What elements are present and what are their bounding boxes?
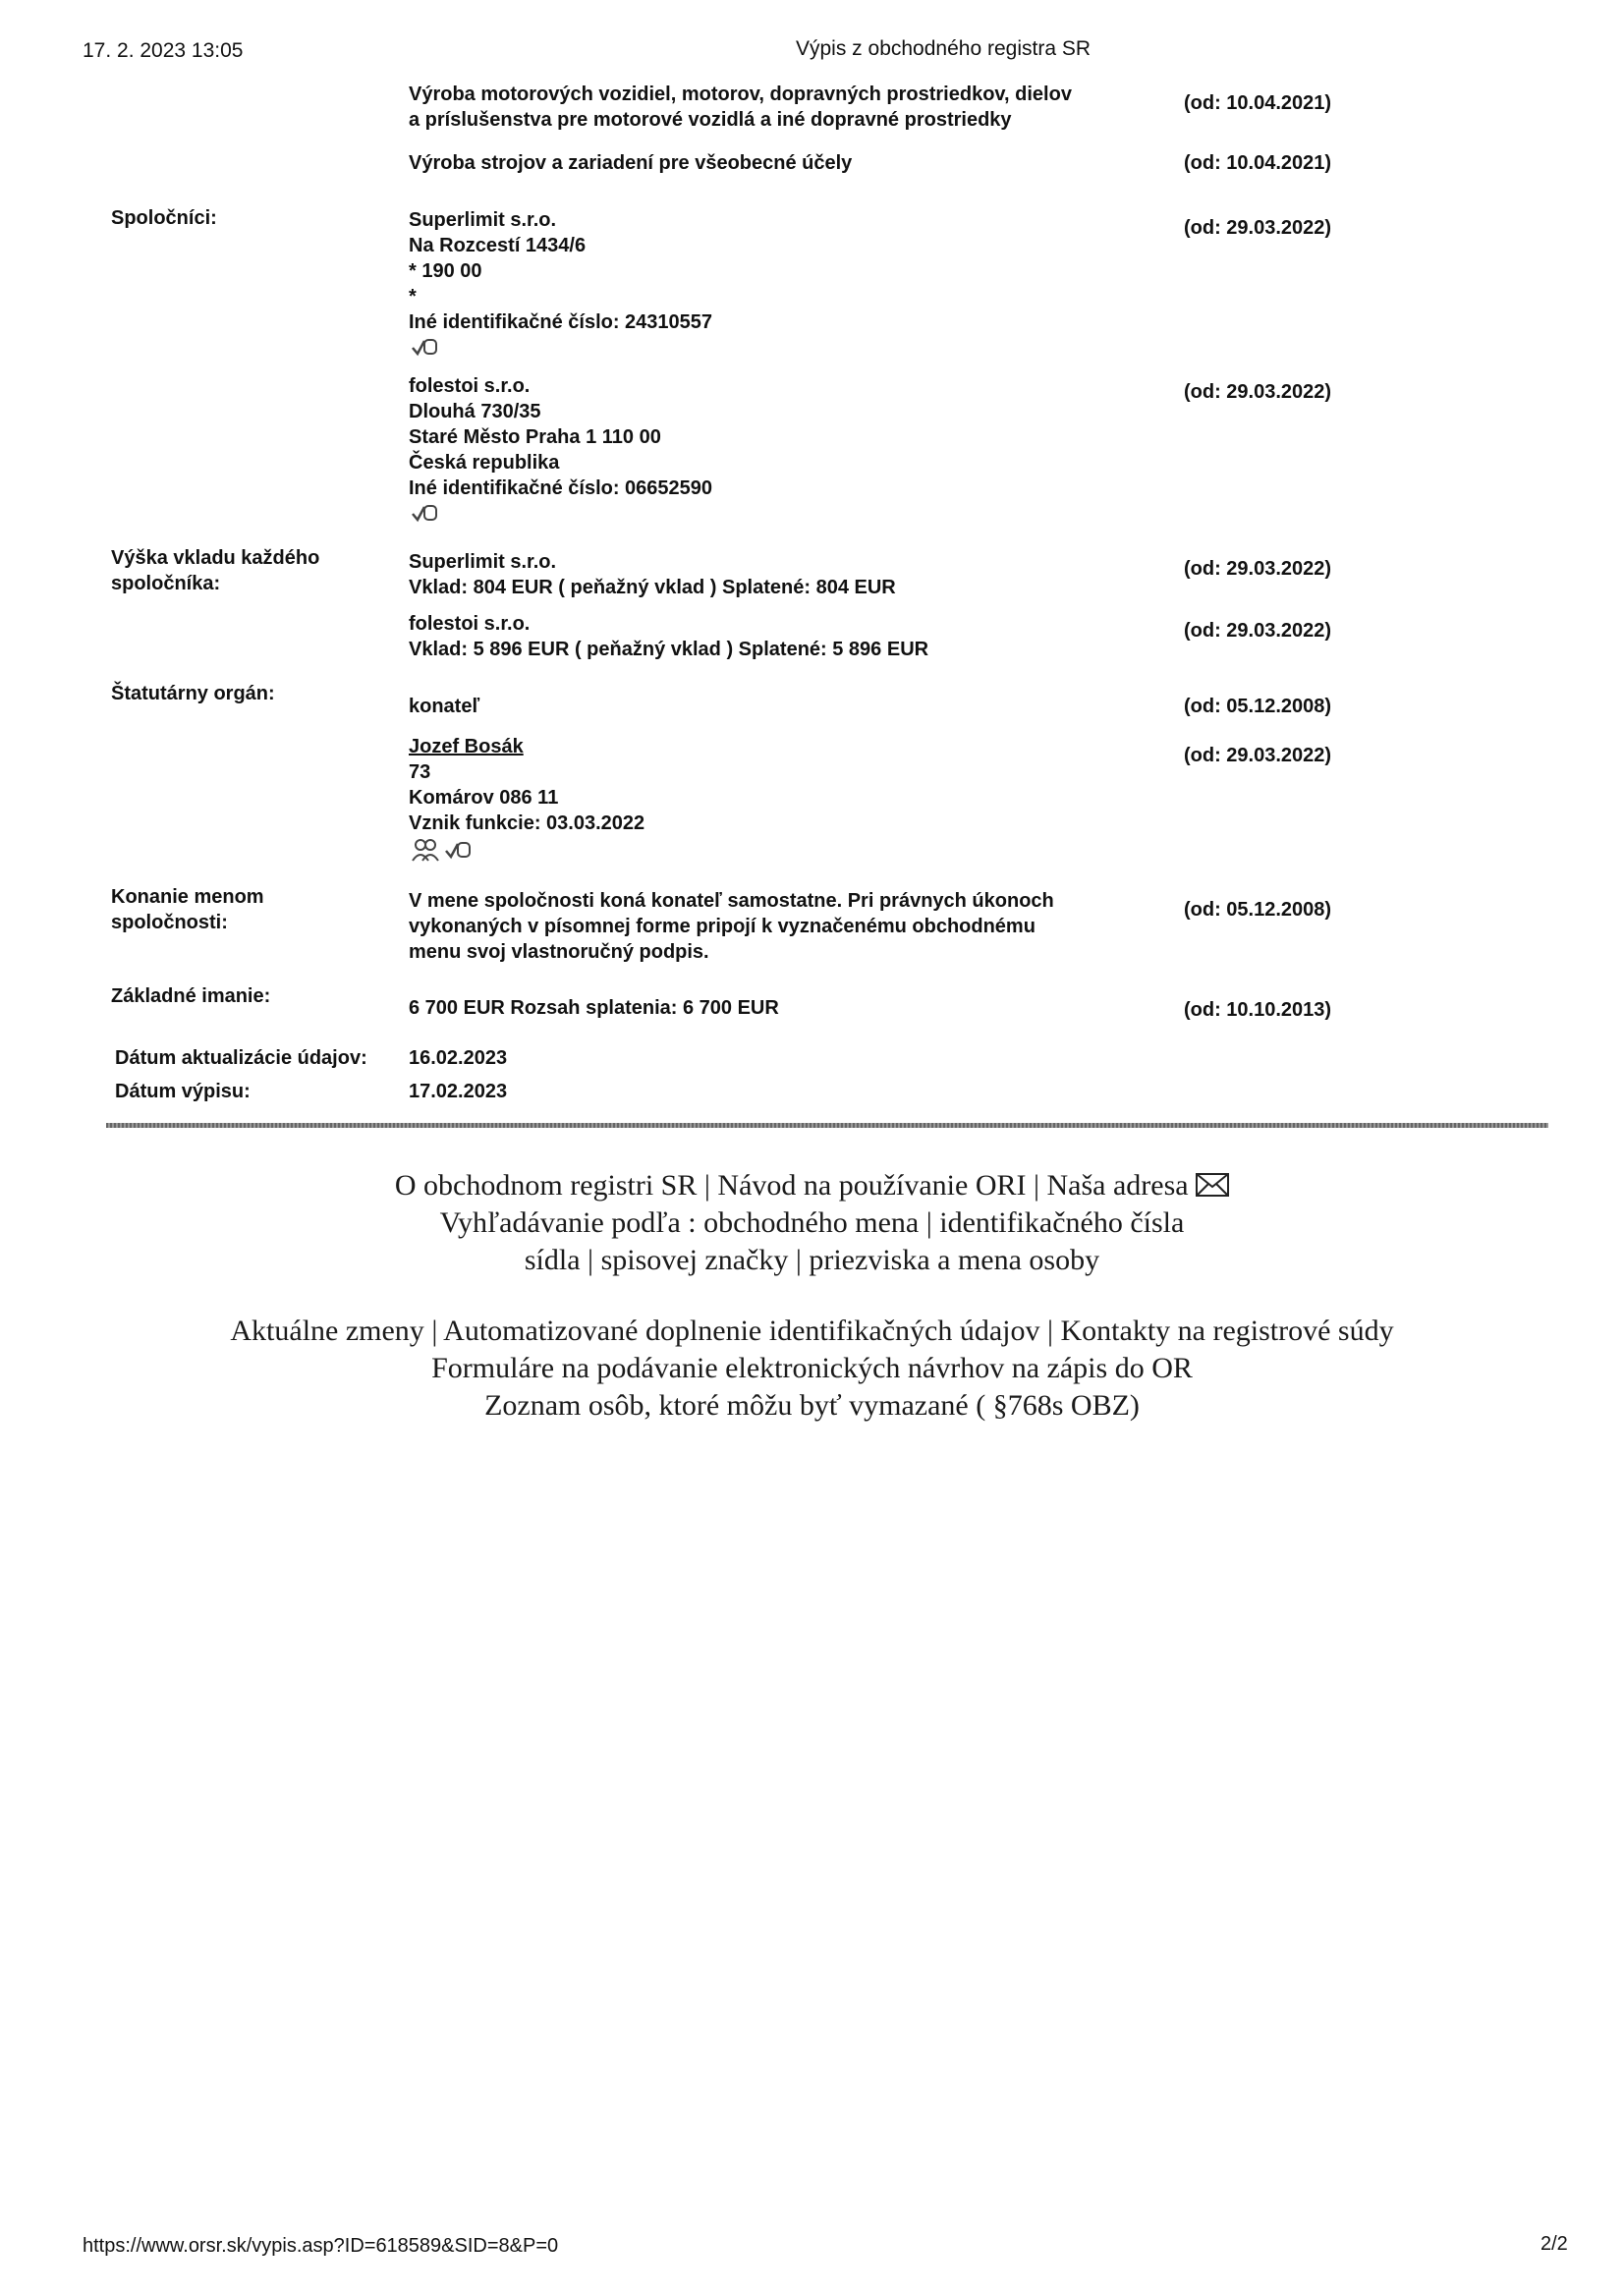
separator-rule — [106, 1123, 1548, 1128]
envelope-icon[interactable] — [1196, 1169, 1229, 1206]
activity-date-2: (od: 10.04.2021) — [1184, 152, 1332, 174]
deposit-2: folestoi s.r.o. Vklad: 5 896 EUR ( peňažný vklad ) Splatené: 5 896 EUR — [409, 613, 929, 660]
update-date-value: 16.02.2023 — [409, 1047, 508, 1069]
link-our-address[interactable]: Naša adresa — [1046, 1169, 1189, 1202]
link-search-file-mark[interactable]: spisovej značky — [600, 1244, 789, 1276]
activity-date-1: (od: 10.04.2021) — [1184, 92, 1332, 114]
statutory-person-details: 73 Komárov 086 11 Vznik funkcie: 03.03.2022 — [409, 761, 645, 834]
link-usage-guide[interactable]: Návod na používanie ORI — [717, 1169, 1027, 1202]
activity-text-1: Výroba motorových vozidiel, motorov, dopravných prostriedkov, dielov a príslušenstva pre motorové vozidlá a iné dopravné prostriedky — [409, 84, 1072, 131]
link-row-2: Vyhľadávanie podľa : obchodného mena | identifikačného čísla — [439, 1206, 1185, 1239]
statutory-role-date: (od: 05.12.2008) — [1184, 696, 1332, 717]
link-court-contacts[interactable]: Kontakty na registrové súdy — [1060, 1315, 1394, 1347]
link-search-id[interactable]: identifikačného čísla — [939, 1206, 1185, 1239]
page-title: Výpis z obchodného registra SR — [796, 37, 1091, 60]
capital-text: 6 700 EUR Rozsah splatenia: 6 700 EUR — [409, 997, 779, 1019]
link-row-1: O obchodnom registri SR | Návod na používanie ORI | Naša adresa — [0, 1167, 1624, 1206]
print-datetime: 17. 2. 2023 13:05 — [83, 39, 244, 62]
statutory-person-name[interactable]: Jozef Bosák — [409, 736, 524, 757]
activity-text-2: Výroba strojov a zariadení pre všeobecné účely — [409, 152, 853, 174]
link-recent-changes[interactable]: Aktuálne zmeny — [230, 1315, 424, 1347]
partner-2: folestoi s.r.o. Dlouhá 730/35 Staré Město Praha 1 110 00 Česká republika Iné identifikačné číslo: 06652590 — [409, 375, 713, 499]
page-number: 2/2 — [1540, 2233, 1568, 2255]
deposits-label: Výška vkladu každého spoločníka: — [111, 547, 320, 594]
link-search-person[interactable]: priezviska a mena osoby — [809, 1244, 1100, 1276]
verified-check-icon — [411, 335, 440, 364]
acting-date: (od: 05.12.2008) — [1184, 899, 1332, 921]
statutory-label: Štatutárny orgán: — [111, 683, 275, 704]
acting-label: Konanie menom spoločnosti: — [111, 886, 264, 933]
capital-label: Základné imanie: — [111, 985, 271, 1007]
partners-label: Spoločníci: — [111, 207, 217, 229]
extract-date-value: 17.02.2023 — [409, 1081, 508, 1102]
link-forms[interactable]: Formuláre na podávanie elektronických návrhov na zápis do OR — [431, 1352, 1193, 1384]
link-about-register[interactable]: O obchodnom registri SR — [394, 1169, 698, 1202]
partner-1: Superlimit s.r.o. Na Rozcestí 1434/6 * 190 00 * Iné identifikačné číslo: 24310557 — [409, 209, 713, 333]
footer-url: https://www.orsr.sk/vypis.asp?ID=618589&SID=8&P=0 — [83, 2235, 559, 2257]
partner-2-date: (od: 29.03.2022) — [1184, 381, 1332, 403]
statutory-icons — [411, 837, 474, 868]
verified-check-icon — [411, 501, 440, 530]
acting-text: V mene spoločnosti koná konateľ samostatne. Pri právnych úkonoch vykonaných v písomnej forme pripojí k vyznačenému obchodnému menu svoj vlastnoručný podpis. — [409, 890, 1054, 963]
link-row-4: Aktuálne zmeny | Automatizované doplnenie identifikačných údajov | Kontakty na registrové súdy — [230, 1315, 1394, 1347]
statutory-role: konateľ — [409, 696, 480, 717]
deposit-1: Superlimit s.r.o. Vklad: 804 EUR ( peňažný vklad ) Splatené: 804 EUR — [409, 551, 896, 598]
deposit-1-date: (od: 29.03.2022) — [1184, 558, 1332, 580]
verified-check-icon — [444, 838, 474, 867]
update-date-label: Dátum aktualizácie údajov: — [115, 1047, 367, 1069]
statutory-person-date: (od: 29.03.2022) — [1184, 745, 1332, 766]
link-row-3: sídla | spisovej značky | priezviska a mena osoby — [524, 1244, 1100, 1276]
search-by-prefix: Vyhľadávanie podľa : — [439, 1206, 697, 1239]
link-search-seat[interactable]: sídla — [524, 1244, 581, 1276]
partner-1-date: (od: 29.03.2022) — [1184, 217, 1332, 239]
deposit-2-date: (od: 29.03.2022) — [1184, 620, 1332, 642]
capital-date: (od: 10.10.2013) — [1184, 999, 1332, 1021]
link-deletable-persons[interactable]: Zoznam osôb, ktoré môžu byť vymazané ( §768s OBZ) — [484, 1389, 1140, 1422]
link-auto-completion[interactable]: Automatizované doplnenie identifikačných údajov — [443, 1315, 1040, 1347]
link-search-name[interactable]: obchodného mena — [703, 1206, 920, 1239]
person-group-icon — [411, 837, 440, 868]
extract-date-label: Dátum výpisu: — [115, 1081, 251, 1102]
